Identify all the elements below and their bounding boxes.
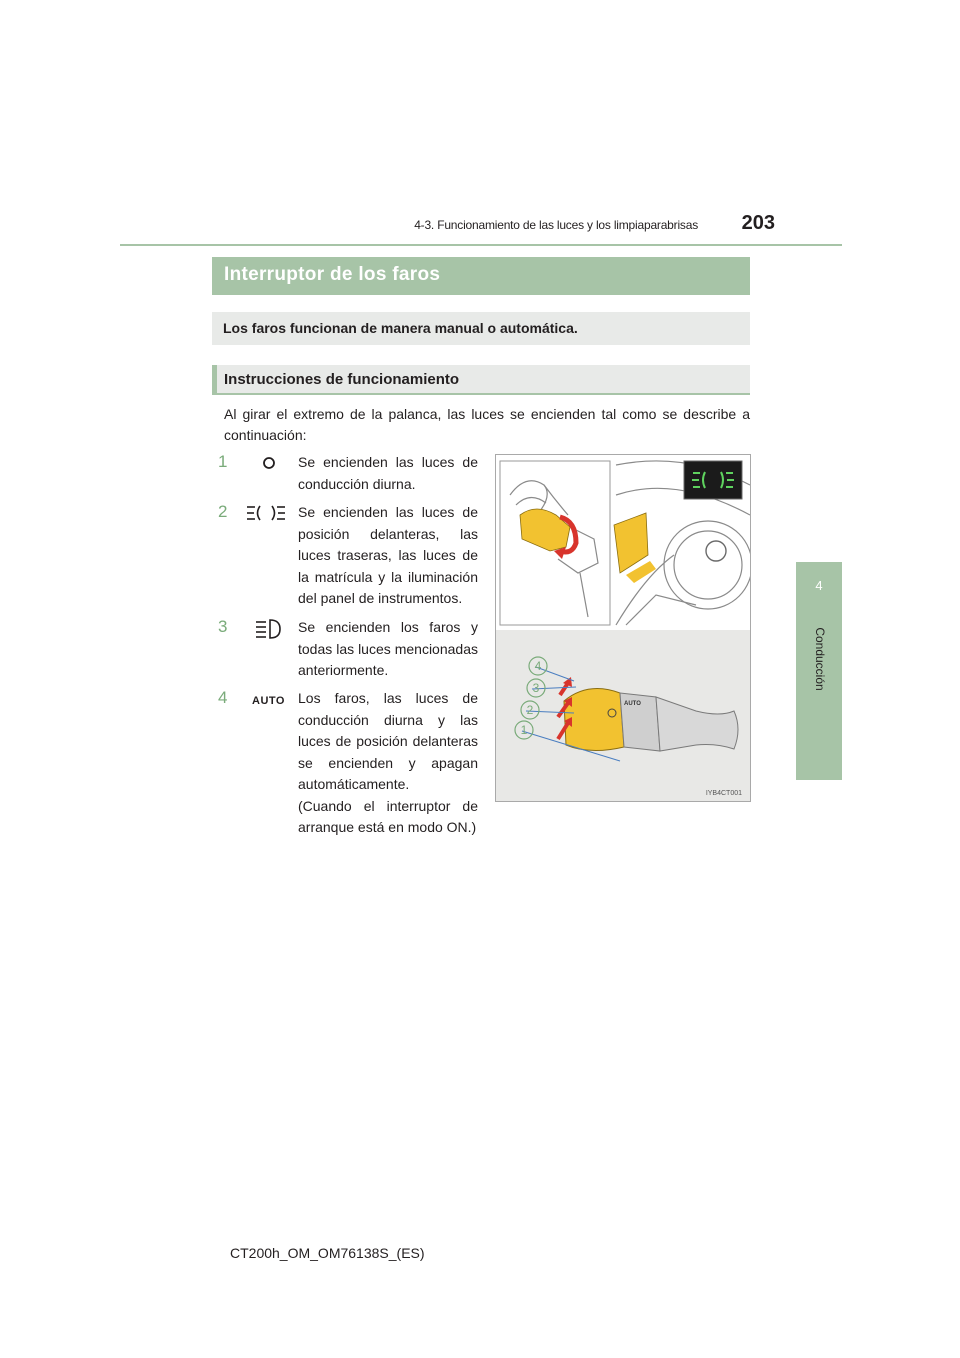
- subheading: Instrucciones de funcionamiento: [224, 371, 460, 388]
- item-3-text: Se encienden los faros y todas las luces mencionadas anteriormente.: [298, 619, 478, 678]
- header-rule: [120, 244, 842, 246]
- section-title-bar: [212, 257, 750, 295]
- headlight-switch-illustration: [495, 454, 751, 802]
- item-2-text: Se encienden las luces de posición delanteras, las luces traseras, las luces de la matrícula y la iluminación del panel de instrumentos.: [298, 504, 478, 606]
- footer-document-code: CT200h_OM_OM76138S_(ES): [230, 1245, 425, 1261]
- subheading-bar: [212, 365, 750, 395]
- callout-4: 4: [534, 659, 542, 673]
- lever-auto-label: AUTO: [624, 701, 641, 707]
- item-4-text: [298, 688, 478, 839]
- callout-2: 2: [526, 703, 534, 717]
- headlight-icon: [246, 617, 290, 641]
- summary-box: [212, 312, 750, 345]
- header-section-title: 4-3. Funcionamiento de las luces y los limpiaparabrisas: [414, 218, 698, 232]
- item-1-number: 1: [218, 452, 228, 471]
- item-4-description: Los faros, las luces de conducción diurna y las luces de posición delanteras se encienden y apagan automáticamente.: [298, 690, 478, 792]
- item-4-note: (Cuando el interruptor de arranque está en modo ON.): [298, 797, 478, 835]
- intro-paragraph: Al girar el extremo de la palanca, las luces se encienden tal como se describe a continuación:: [224, 406, 750, 443]
- figure-code: IYB4CT001: [705, 790, 742, 797]
- section-title: Interruptor de los faros: [224, 264, 441, 285]
- chapter-number: 4: [815, 578, 823, 593]
- callout-3: 3: [532, 681, 540, 695]
- page-number: 203: [741, 212, 775, 234]
- auto-position-label: AUTO: [252, 695, 285, 707]
- position-lights-icon: [244, 502, 288, 526]
- item-4-number: 4: [218, 688, 228, 707]
- chapter-label: Conducción: [813, 627, 827, 691]
- item-1-text: Se encienden las luces de conducción diurna.: [298, 454, 478, 492]
- daytime-running-light-icon: [246, 452, 290, 476]
- callout-1: 1: [520, 723, 528, 737]
- item-3-number: 3: [218, 617, 228, 636]
- item-2-number: 2: [218, 502, 228, 521]
- summary-text: Los faros funcionan de manera manual o automática.: [223, 320, 578, 336]
